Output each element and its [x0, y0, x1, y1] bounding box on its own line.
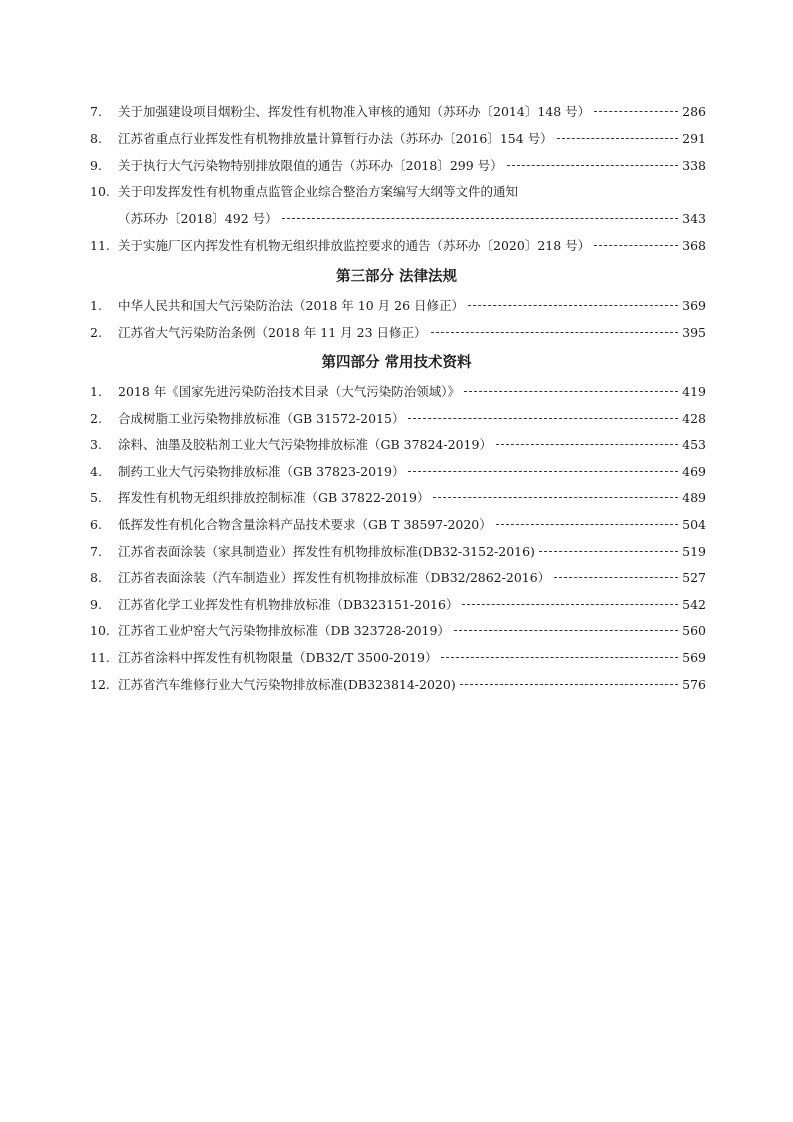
- toc-entry[interactable]: [90, 409, 706, 429]
- dot-leader: [594, 245, 678, 246]
- entry-page: 489: [682, 490, 706, 505]
- entry-title: 江苏省重点行业挥发性有机物排放量计算暂行办法（苏环办〔2016〕154 号）: [118, 131, 553, 146]
- entry-title: 涂料、油墨及胶粘剂工业大气污染物排放标准（GB 37824-2019）: [118, 437, 492, 452]
- entry-page: 395: [682, 325, 706, 340]
- entry-number: 2.: [90, 325, 102, 340]
- entry-number: 10.: [90, 184, 110, 199]
- dot-leader: [496, 524, 678, 525]
- toc-entry[interactable]: [90, 435, 706, 455]
- entry-title: 关于加强建设项目烟粉尘、挥发性有机物准入审核的通知（苏环办〔2014〕148 号）: [118, 104, 591, 119]
- dot-leader: [460, 684, 678, 685]
- entry-title: 合成树脂工业污染物排放标准（GB 31572-2015）: [118, 411, 405, 426]
- toc-entry-continuation[interactable]: [90, 209, 706, 229]
- entry-page: 419: [682, 384, 706, 399]
- entry-page: 343: [682, 211, 706, 226]
- entry-page: 291: [682, 131, 706, 146]
- entry-page: 542: [682, 597, 706, 612]
- dot-leader: [408, 418, 678, 419]
- entry-title: 江苏省化学工业挥发性有机物排放标准（DB323151-2016）: [118, 597, 459, 612]
- toc-entry[interactable]: [90, 542, 706, 562]
- dot-leader: [554, 577, 678, 578]
- toc-entry[interactable]: [90, 675, 706, 695]
- dot-leader: [496, 444, 678, 445]
- entry-page: 286: [682, 104, 706, 119]
- entry-number: 8.: [90, 131, 102, 146]
- entry-page: 338: [682, 158, 706, 173]
- entry-number: 2.: [90, 411, 102, 426]
- dot-leader: [594, 111, 678, 112]
- entry-title: 关于实施厂区内挥发性有机物无组织排放监控要求的通告（苏环办〔2020〕218 号）: [118, 238, 591, 253]
- dot-leader: [408, 471, 678, 472]
- entry-title: 江苏省涂料中挥发性有机物限量（DB32/T 3500-2019）: [118, 650, 438, 665]
- entry-page: 453: [682, 437, 706, 452]
- dot-leader: [557, 138, 678, 139]
- entry-number: 5.: [90, 490, 102, 505]
- entry-number: 9.: [90, 597, 102, 612]
- entry-page: 369: [682, 298, 706, 313]
- section-heading-part4: 第四部分 常用技术资料: [321, 355, 472, 371]
- entry-page: 368: [682, 238, 706, 253]
- entry-number: 6.: [90, 517, 102, 532]
- toc-entry[interactable]: [90, 323, 706, 343]
- entry-title: 挥发性有机物无组织排放控制标准（GB 37822-2019）: [118, 490, 430, 505]
- entry-title: 2018 年《国家先进污染防治技术目录（大气污染防治领域）》: [118, 384, 461, 399]
- toc-entry[interactable]: [90, 648, 706, 668]
- entry-page: 519: [682, 544, 706, 559]
- dot-leader: [468, 305, 678, 306]
- section-heading-part3: 第三部分 法律法规: [335, 269, 458, 285]
- entry-number: 4.: [90, 464, 102, 479]
- dot-leader: [462, 604, 678, 605]
- entry-title: （苏环办〔2018〕492 号）: [118, 211, 278, 226]
- toc-entry[interactable]: [90, 296, 706, 316]
- dot-leader: [282, 218, 678, 219]
- entry-page: 504: [682, 517, 706, 532]
- entry-number: 3.: [90, 437, 102, 452]
- entry-number: 11.: [90, 650, 110, 665]
- entry-number: 7.: [90, 544, 102, 559]
- toc-entry[interactable]: [90, 595, 706, 615]
- toc-entry[interactable]: [90, 102, 706, 122]
- dot-leader: [441, 657, 678, 658]
- entry-page: 469: [682, 464, 706, 479]
- entry-number: 1.: [90, 384, 102, 399]
- toc-entry[interactable]: [90, 156, 706, 176]
- entry-number: 12.: [90, 677, 110, 692]
- dot-leader: [464, 391, 678, 392]
- entry-number: 7.: [90, 104, 102, 119]
- entry-page: 527: [682, 570, 706, 585]
- toc-entry[interactable]: [90, 382, 706, 402]
- entry-page: 560: [682, 623, 706, 638]
- toc-entry[interactable]: [90, 129, 706, 149]
- entry-title: 低挥发性有机化合物含量涂料产品技术要求（GB T 38597-2020）: [118, 517, 492, 532]
- entry-title: 制药工业大气污染物排放标准（GB 37823-2019）: [118, 464, 405, 479]
- entry-page: 569: [682, 650, 706, 665]
- toc-entry[interactable]: [90, 488, 706, 508]
- entry-title: 江苏省汽车维修行业大气污染物排放标准(DB323814-2020): [118, 677, 456, 692]
- entry-title: 江苏省工业炉窑大气污染物排放标准（DB 323728-2019）: [118, 623, 450, 638]
- entry-number: 11.: [90, 238, 110, 253]
- dot-leader: [433, 497, 678, 498]
- entry-title: 江苏省大气污染防治条例（2018 年 11 月 23 日修正）: [118, 325, 427, 340]
- entry-title: 关于印发挥发性有机物重点监管企业综合整治方案编写大纲等文件的通知: [118, 184, 519, 199]
- dot-leader: [507, 165, 678, 166]
- entry-title: 关于执行大气污染物特别排放限值的通告（苏环办〔2018〕299 号）: [118, 158, 503, 173]
- entry-title: 中华人民共和国大气污染防治法（2018 年 10 月 26 日修正）: [118, 298, 464, 313]
- entry-title: 江苏省表面涂装（汽车制造业）挥发性有机物排放标准（DB32/2862-2016）: [118, 570, 551, 585]
- entry-page: 428: [682, 411, 706, 426]
- toc-entry[interactable]: [90, 236, 706, 256]
- dot-leader: [431, 332, 679, 333]
- entry-title: 江苏省表面涂装（家具制造业）挥发性有机物排放标准(DB32-3152-2016): [118, 544, 535, 559]
- dot-leader: [454, 630, 678, 631]
- toc-entry[interactable]: [90, 182, 706, 202]
- entry-page: 576: [682, 677, 706, 692]
- toc-entry[interactable]: [90, 568, 706, 588]
- entry-number: 10.: [90, 623, 110, 638]
- entry-number: 8.: [90, 570, 102, 585]
- entry-number: 9.: [90, 158, 102, 173]
- toc-entry[interactable]: [90, 462, 706, 482]
- entry-number: 1.: [90, 298, 102, 313]
- toc-entry[interactable]: [90, 515, 706, 535]
- dot-leader: [539, 551, 678, 552]
- toc-entry[interactable]: [90, 621, 706, 641]
